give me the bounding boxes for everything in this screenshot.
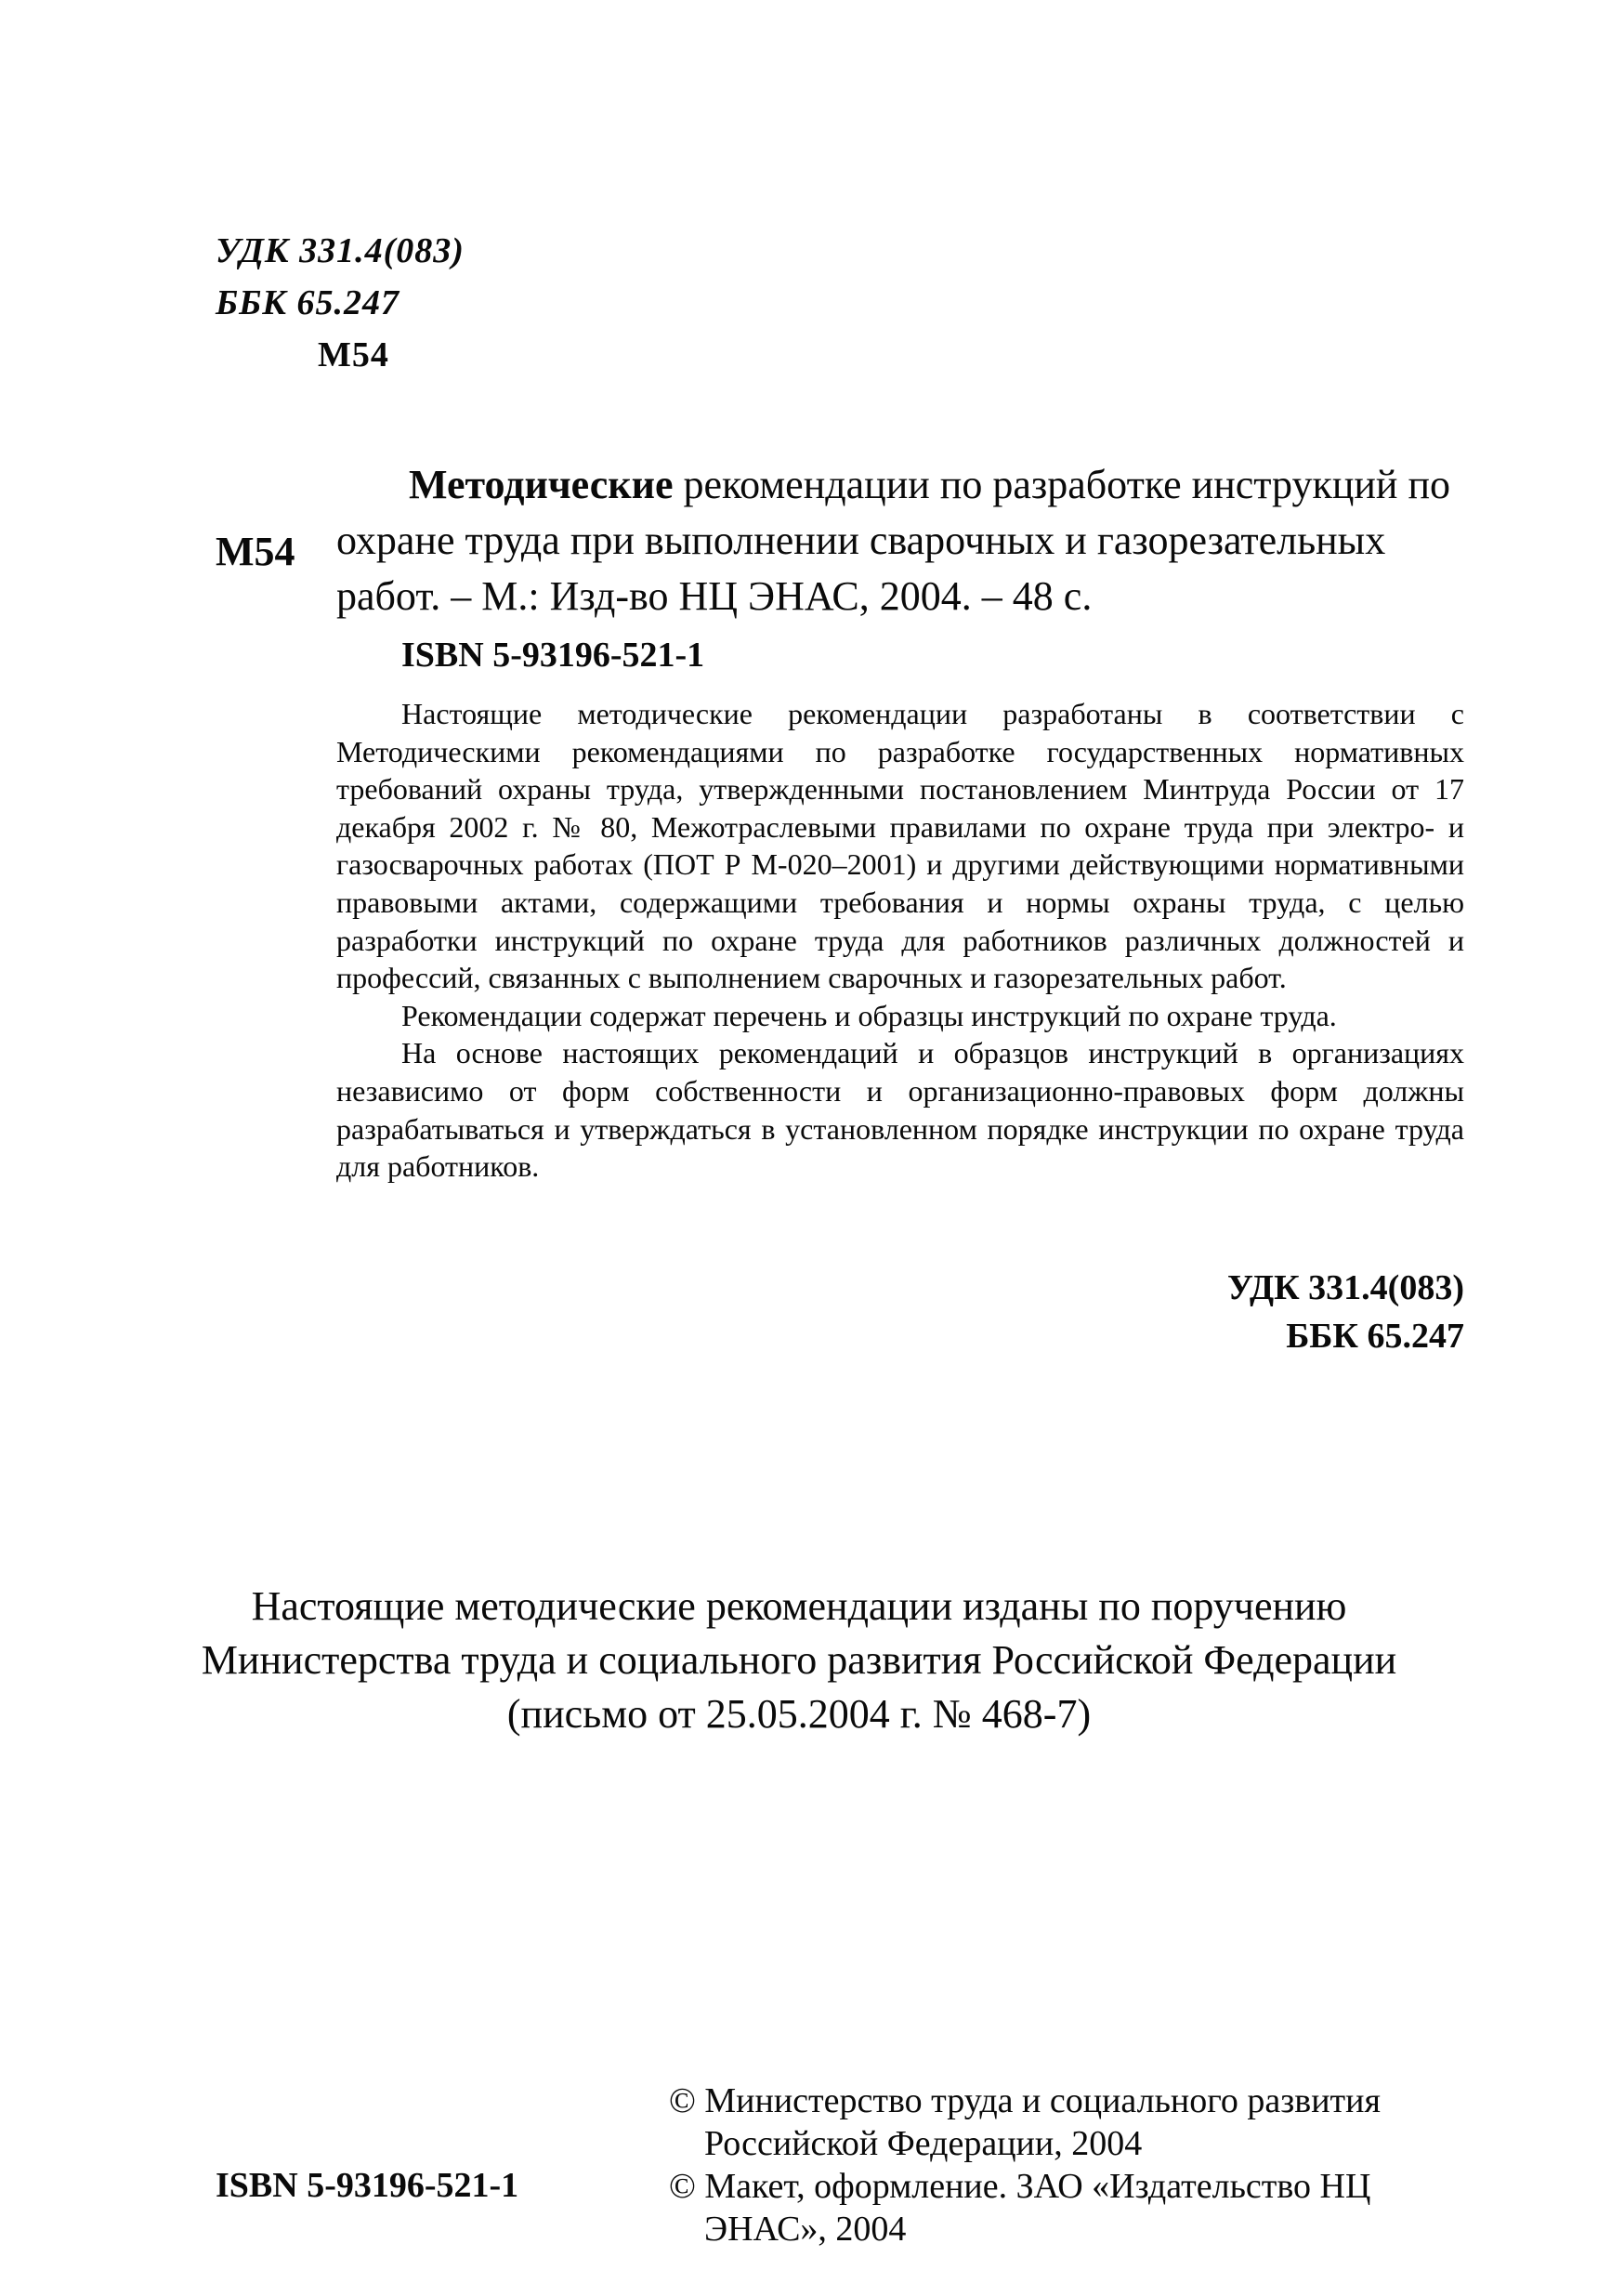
right-classification-codes: [1022, 1264, 1464, 1360]
abstract: [336, 695, 1464, 1186]
publication-notice: [0, 1580, 1598, 1741]
copyright-line-ministry: © Министерство труда и социального развития Российской Федерации, 2004: [669, 2081, 1381, 2163]
udk-code: УДК 331.4(083): [216, 231, 465, 270]
copyright-block: [669, 2080, 1477, 2250]
biblio-line-3: работ. – М.: Изд-во НЦ ЭНАС, 2004. – 48 с.: [336, 573, 1093, 619]
notice-line-3: (письмо от 25.05.2004 г. № 468-7): [506, 1691, 1092, 1737]
biblio-line-1-rest: рекомендации по разработке инструкций по: [673, 462, 1451, 507]
notice-line-1: Настоящие методические рекомендации изданы по поручению: [251, 1583, 1347, 1629]
top-classification-codes: [216, 225, 465, 381]
author-mark: М54: [318, 335, 389, 374]
abstract-paragraph: Рекомендации содержат перечень и образцы инструкций по охране труда.: [401, 998, 1337, 1032]
bbk-code-right: ББК 65.247: [1286, 1317, 1464, 1356]
isbn-bottom: ISBN 5-93196-521-1: [216, 2166, 519, 2205]
isbn-top: ISBN 5-93196-521-1: [401, 636, 705, 675]
abstract-paragraph: На основе настоящих рекомендаций и образцов инструкций в организациях независимо от форм собственности и организационно-правовых форм должны разрабатываться и утверждаться в установленном порядке инструкции по охране труда для работников.: [336, 1036, 1464, 1184]
abstract-paragraph: Настоящие методические рекомендации разработаны в соответствии с Методическими рекомендациями по разработке государственных нормативных требований охраны труда, утвержденными постановлением Минтруда России от 17 декабря 2002 г. № 80, Межотраслевыми правилами по охране труда при электро- и газосварочных работах (ПОТ Р М-020–2001) и другими действующими нормативными правовыми актами, содержащими требования и нормы охраны труда, с целью разработки инструкций по охране труда для работников различных должностей и профессий, связанных с выполнением сварочных и газорезательных работ.: [336, 697, 1464, 995]
biblio-title-bold: Методические: [409, 462, 674, 507]
side-author-mark: М54: [216, 529, 295, 574]
udk-code-right: УДК 331.4(083): [1226, 1268, 1464, 1307]
biblio-line-1: [336, 457, 1479, 513]
copyright-line-layout: © Макет, оформление. ЗАО «Издательство НЦ ЭНАС», 2004: [669, 2167, 1371, 2249]
biblio-line-2: охране труда при выполнении сварочных и газорезательных: [336, 518, 1386, 563]
bbk-code: ББК 65.247: [216, 283, 400, 322]
notice-line-2: Министерства труда и социального развития Российской Федерации: [201, 1637, 1397, 1683]
bibliographic-entry: [336, 457, 1479, 624]
